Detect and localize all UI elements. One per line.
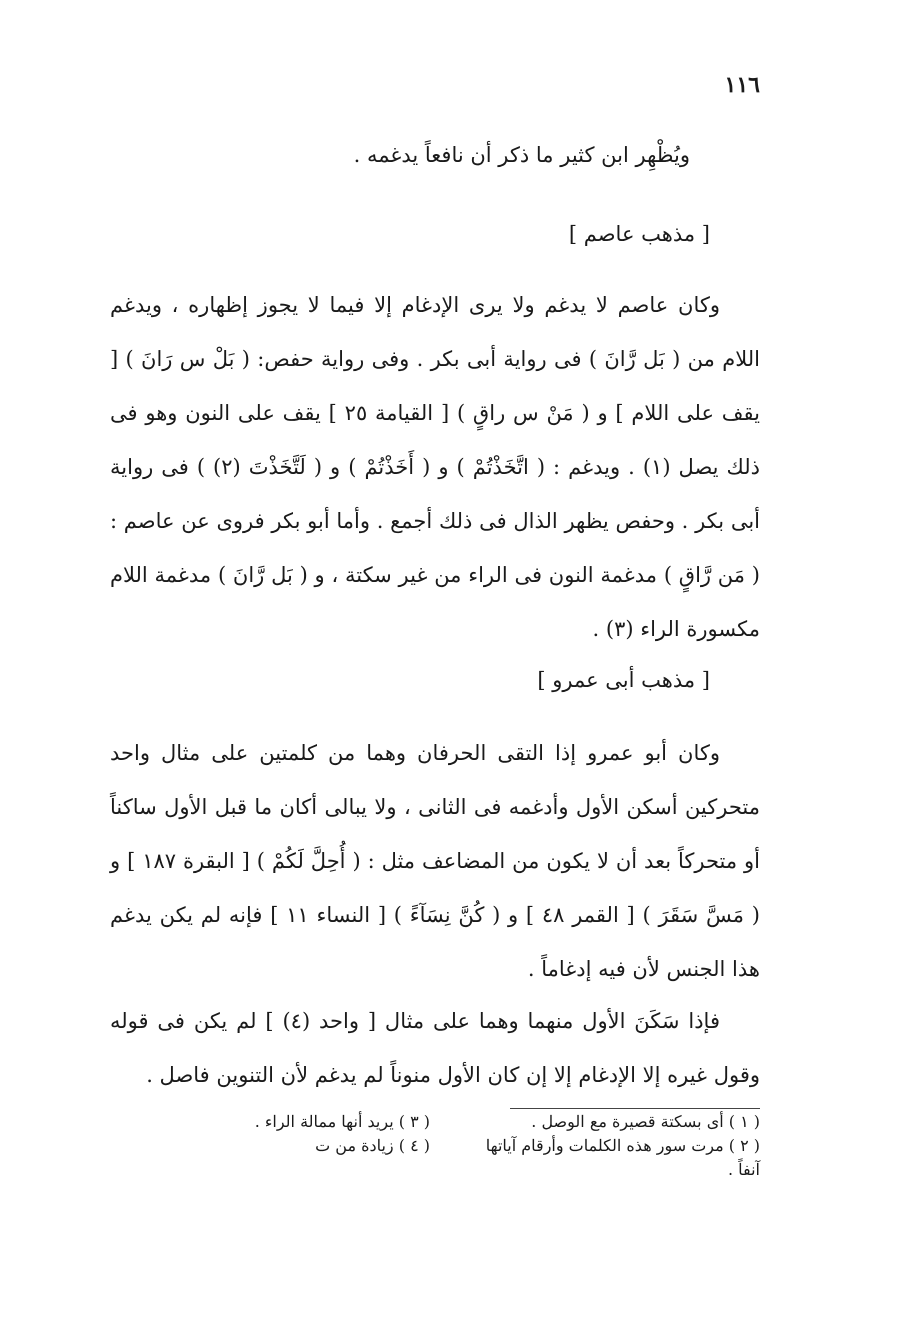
footnotes [210, 1110, 760, 1182]
intro-paragraph [110, 128, 760, 182]
section-heading-abu-amr: [ مذهب أبى عمرو ] [537, 668, 710, 692]
footnote-1: ( ١ ) أى بسكتة قصيرة مع الوصل . [531, 1112, 760, 1131]
section-heading-asim: [ مذهب عاصم ] [568, 222, 710, 246]
intro-text: ويُظْهِر ابن كثير ما ذكر أن نافعاً يدغمه . [353, 143, 690, 167]
abu-amr-section-body [110, 726, 760, 996]
footnotes-column-left [210, 1110, 430, 1182]
abu-amr-paragraph: وكان أبو عمرو إذا التقى الحرفان وهما من كلمتين على مثال واحد متحركين أسكن الأول وأدغمه فى الثانى ، ولا يبالى أكان ما قبل الأول ساكناً أو متحركاً بعد أن لا يكون من المضاعف مثل : ( أُحِلَّ لَكُمْ ) [ البقرة ١٨٧ ] و ( مَسَّ سَقَرَ ) [ القمر ٤٨ ] و ( كُنَّ نِسَآءً ) [ النساء ١١ ] فإنه لم يكن يدغم هذا الجنس لأن فيه إدغاماً . [110, 741, 760, 981]
footnote-divider [510, 1108, 760, 1109]
footnote-4: ( ٤ ) زيادة من ت [315, 1136, 430, 1155]
footnotes-column-right [460, 1110, 760, 1182]
page-number: ١١٦ [724, 72, 760, 98]
asim-paragraph: وكان عاصم لا يدغم ولا يرى الإدغام إلا فيما لا يجوز إظهاره ، ويدغم اللام من ( بَل رَّانَ ) فى رواية أبى بكر . وفى رواية حفص: ( بَلْ س رَانَ ) [ يقف على اللام ] و ( مَنْ س راقٍ ) [ القيامة ٢٥ ] يقف على النون وهو فى ذلك يصل (١) . ويدغم : ( اتَّخَذْتُمْ ) و ( أَخَذْتُمْ ) و ( لَتَّخَذْتَ (٢) ) فى رواية أبى بكر . وحفص يظهر الذال فى ذلك أجمع . وأما أبو بكر فروى عن عاصم : ( مَن رَّاقٍ ) مدغمة النون فى الراء من غير سكتة ، و ( بَل رَّانَ ) مدغمة اللام مكسورة الراء (٣) . [110, 293, 760, 641]
idgham-paragraph-block [110, 994, 760, 1102]
asim-section-body [110, 278, 760, 656]
footnote-2: ( ٢ ) مرت سور هذه الكلمات وأرقام آياتها آنفاً . [485, 1136, 760, 1179]
footnote-3: ( ٣ ) يريد أنها ممالة الراء . [254, 1112, 430, 1131]
idgham-paragraph: فإذا سَكَنَ الأول منهما وهما على مثال [ واحد (٤) ] لم يكن فى قوله وقول غيره إلا الإدغام إلا إن كان الأول منوناً لم يدغم لأن التنوين فاصل . [110, 1009, 760, 1087]
